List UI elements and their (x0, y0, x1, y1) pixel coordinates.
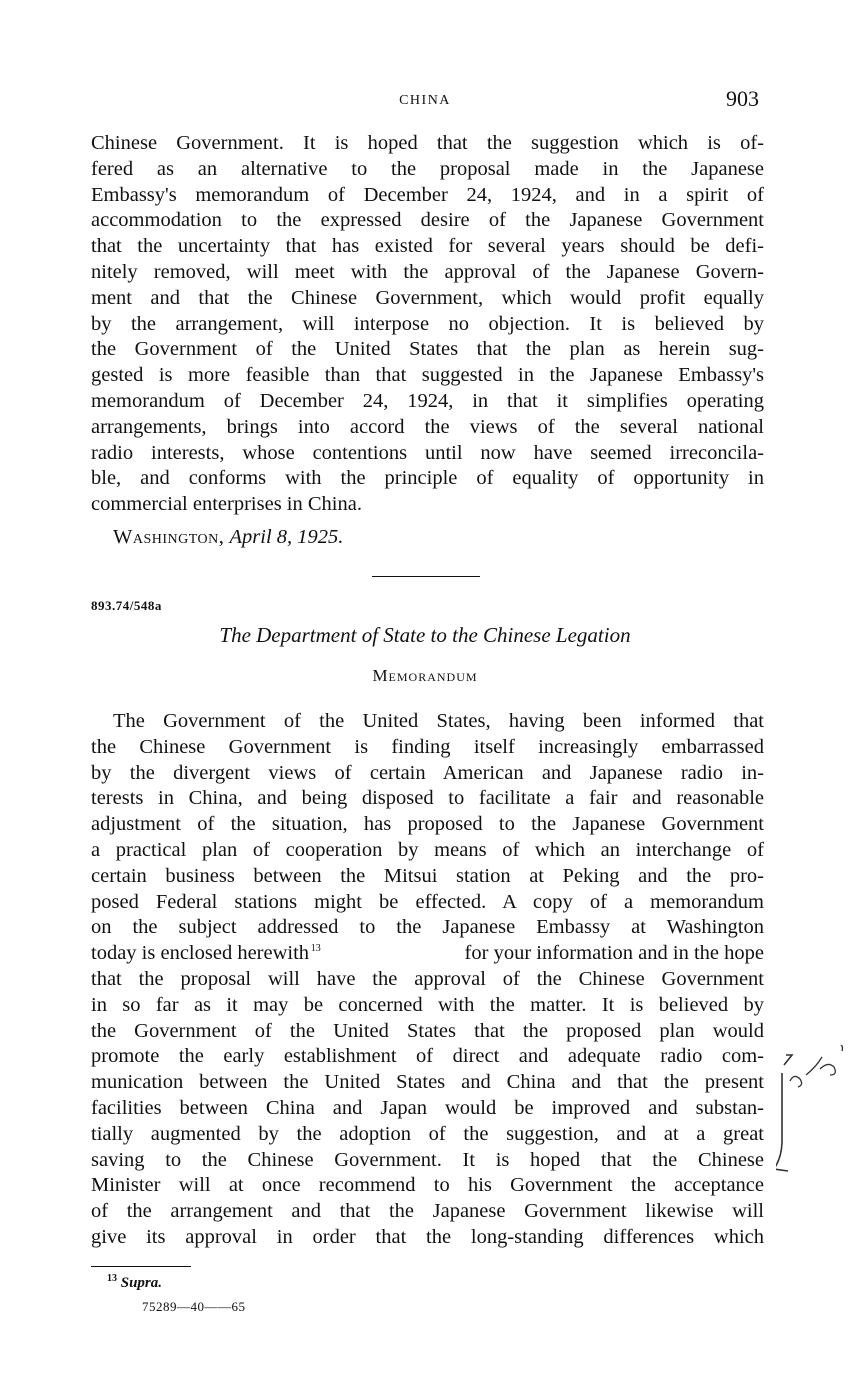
text-line: terests in China, and being disposed to facilitate a fair and reasonable (91, 787, 764, 810)
text-line: nitely removed, will meet with the approval of the Japanese Govern- (91, 260, 764, 283)
text-line: certain business between the Mitsui station at Peking and the pro- (91, 864, 764, 887)
text-line: a practical plan of cooperation by means of which an interchange of (91, 838, 764, 861)
text-line: by the arrangement, will interpose no objection. It is believed by (91, 312, 764, 335)
text-line: radio interests, whose contentions until now have seemed irreconcila- (91, 441, 764, 464)
text-line: the Government of the United States that the proposed plan would (91, 1019, 764, 1042)
memorandum-heading: Memorandum (372, 666, 478, 685)
handwritten-margin-annotation (776, 1045, 846, 1185)
file-number: 893.74/548a (91, 598, 162, 613)
text-line: arrangements, brings into accord the views of the several national (91, 415, 764, 438)
document-title: The Department of State to the Chinese Legation (219, 623, 631, 647)
text-line: accommodation to the expressed desire of the Japanese Government (91, 209, 764, 232)
text-line: gested is more feasible than that suggested in the Japanese Embassy's (91, 364, 764, 387)
text-line: ment and that the Chinese Government, which would profit equally (91, 286, 764, 309)
continued-paragraph (91, 131, 764, 518)
text-line: saving to the Chinese Government. It is hoped that the Chinese (91, 1148, 764, 1171)
text-line: posed Federal stations might be effected. A copy of a memorandum (91, 890, 764, 913)
text-line: on the subject addressed to the Japanese Embassy at Washington (91, 916, 764, 939)
footnote-rule (91, 1266, 191, 1267)
text-line: fered as an alternative to the proposal made in the Japanese (91, 157, 764, 180)
running-header-title: CHINA (399, 93, 451, 108)
text-line: facilities between China and Japan would be improved and substan- (91, 1096, 764, 1119)
section-divider (372, 576, 480, 577)
page-number: 903 (726, 86, 759, 111)
text-line: Embassy's memorandum of December 24, 1924, and in a spirit of (91, 183, 764, 206)
footnote-reference[interactable]: 13 (310, 943, 321, 955)
text-line: the Government of the United States that the plan as herein sug- (91, 338, 764, 361)
text-line: The Government of the United States, having been informed that (113, 710, 764, 732)
dateline-place: Washington, (113, 526, 225, 548)
text-line: adjustment of the situation, has proposed to the Japanese Government (91, 813, 764, 836)
text-line: that the proposal will have the approval of the Chinese Government (91, 967, 764, 990)
text-line: the Chinese Government is finding itself increasingly embarrassed (91, 735, 764, 758)
text-line: commercial enterprises in China. (91, 493, 362, 516)
text-line: give its approval in order that the long-standing differences which (91, 1225, 764, 1248)
text-fragment: today is enclosed herewith $^{13}$ (91, 942, 321, 965)
print-code: 75289—40——65 (142, 1299, 246, 1314)
text-line-with-footnote (91, 941, 764, 967)
dateline-date: April 8, 1925. (229, 526, 344, 548)
text-line: promote the early establishment of direct and adequate radio com- (91, 1045, 764, 1068)
text-line: munication between the United States and China and that the present (91, 1071, 764, 1094)
dateline (113, 526, 343, 549)
text-line: in so far as it may be concerned with the matter. It is believed by (91, 993, 764, 1016)
text-line: that the uncertainty that has existed for several years should be defi- (91, 235, 764, 258)
text-fragment: for your information and in the hope (464, 942, 764, 965)
text-line: by the divergent views of certain American and Japanese radio in- (91, 761, 764, 784)
memorandum-body (91, 709, 764, 1251)
text-line: Chinese Government. It is hoped that the suggestion which is of- (91, 132, 764, 154)
footnote (107, 1275, 162, 1292)
text-line: tially augmented by the adoption of the suggestion, and at a great (91, 1122, 764, 1145)
text-line: ble, and conforms with the principle of equality of opportunity in (91, 467, 764, 490)
footnote-text: Supra. (120, 1275, 163, 1291)
text-line: Minister will at once recommend to his Government the acceptance (91, 1174, 764, 1197)
annotation-scribble (790, 1045, 843, 1087)
footnote-marker: 13 (107, 1273, 117, 1284)
text-line: of the arrangement and that the Japanese Government likewise will (91, 1200, 764, 1223)
annotation-bracket (776, 1055, 792, 1171)
text-line: memorandum of December 24, 1924, in that it simplifies operating (91, 389, 764, 412)
